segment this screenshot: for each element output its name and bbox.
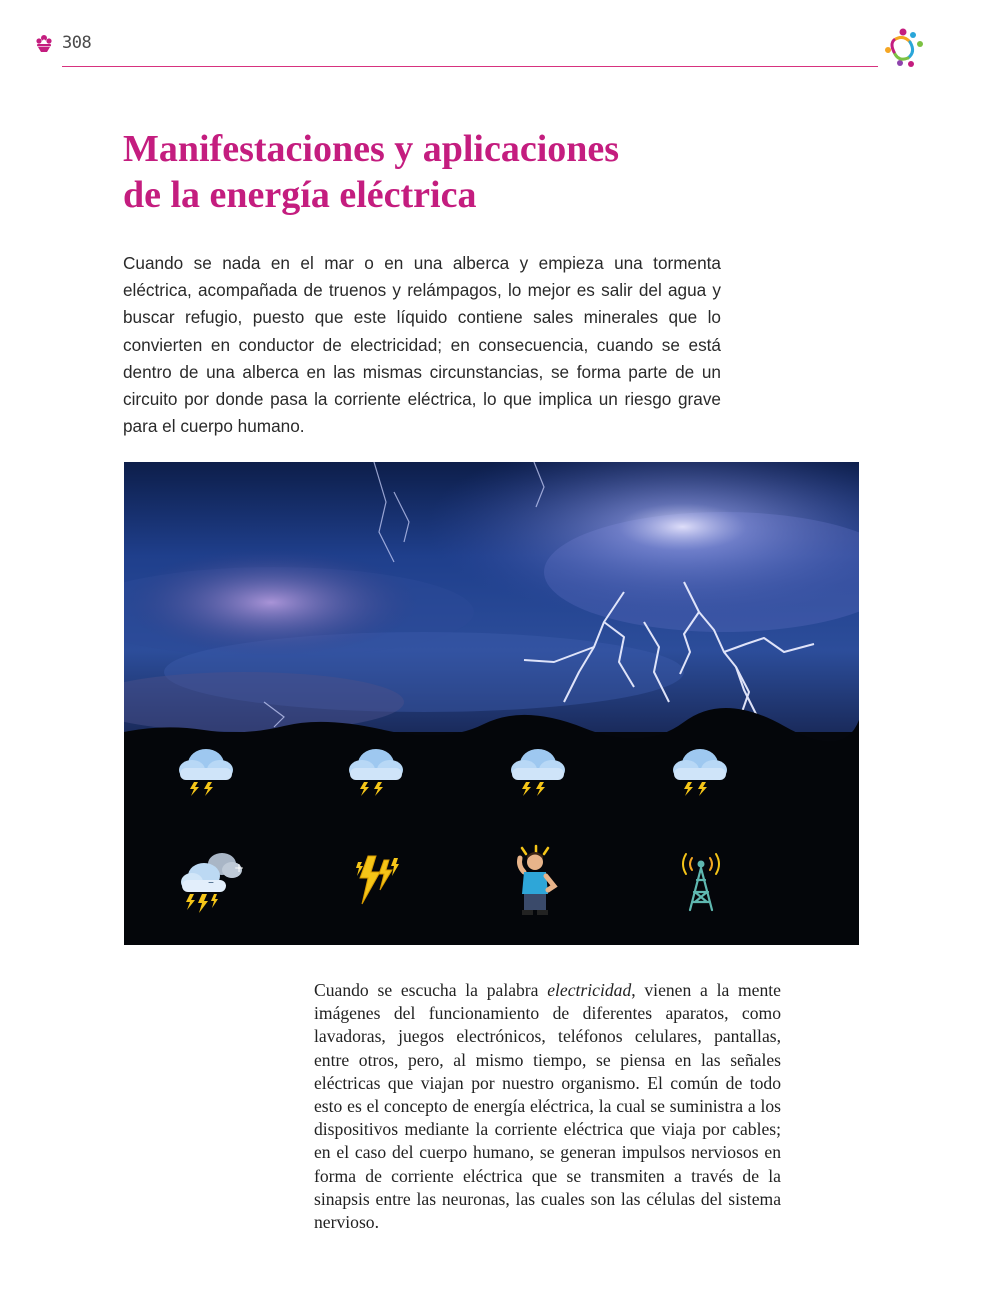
page-header [0,0,986,80]
title-line-2: de la energía eléctrica [123,174,477,216]
svg-text:–: – [208,875,214,889]
page-title [123,126,823,218]
colorful-logo-icon [880,26,926,70]
page-number: 308 [62,33,92,53]
signal-tower-icon [678,852,724,912]
intro-paragraph: Cuando se nada en el mar o en una alberca y empieza una tormenta eléctrica, acompañada de truenos y relámpagos, lo mejor es salir del agua y buscar refugio, puesto que este líquido contiene sales minerales que lo convierten en conductor de electricidad; en consecuencia, cuando se está dentro de una alberca en las mismas circunstancias, se forma parte de un circuito por donde pasa la corriente eléctrica, lo que implica un riesgo grave para el cuerpo humano. [123,253,721,437]
storm-cloud-icon [506,742,570,798]
storm-photo [124,462,859,945]
shocked-person-icon [510,844,562,916]
storm-cloud-icon [668,742,732,798]
storm-cloud-icon [344,742,408,798]
charged-cloud-icon [178,846,248,918]
body-paragraph [314,979,781,1234]
svg-text:+: + [234,861,245,875]
header-divider [62,66,878,67]
body-text-start: Cuando se escucha la palabra [314,980,548,1000]
flower-icon [34,33,54,53]
emphasized-word: electricidad [547,980,632,1000]
body-text-rest: , vienen a la mente imágenes del funcionamiento de diferentes aparatos, como lavadoras, juegos electrónicos, teléfonos celulares, pantallas, entre otros, pero, al mismo tiempo, se piensa en las señales eléctricas que viajan por nuestro organismo. El común de todo esto es el concepto de energía eléctrica, la cual se suministra a los dispositivos mediante la corriente eléctrica que viaja por cables; en el caso del cuerpo humano, se generan impulsos nerviosos en forma de corriente eléctrica que se transmiten a través de la sinapsis entre las neuronas, las cuales son las células del sistema nervioso. [314,980,781,1233]
title-line-1: Manifestaciones y aplicaciones [123,128,620,170]
lightning-bolts-icon [354,854,402,910]
storm-cloud-icon [174,742,238,798]
